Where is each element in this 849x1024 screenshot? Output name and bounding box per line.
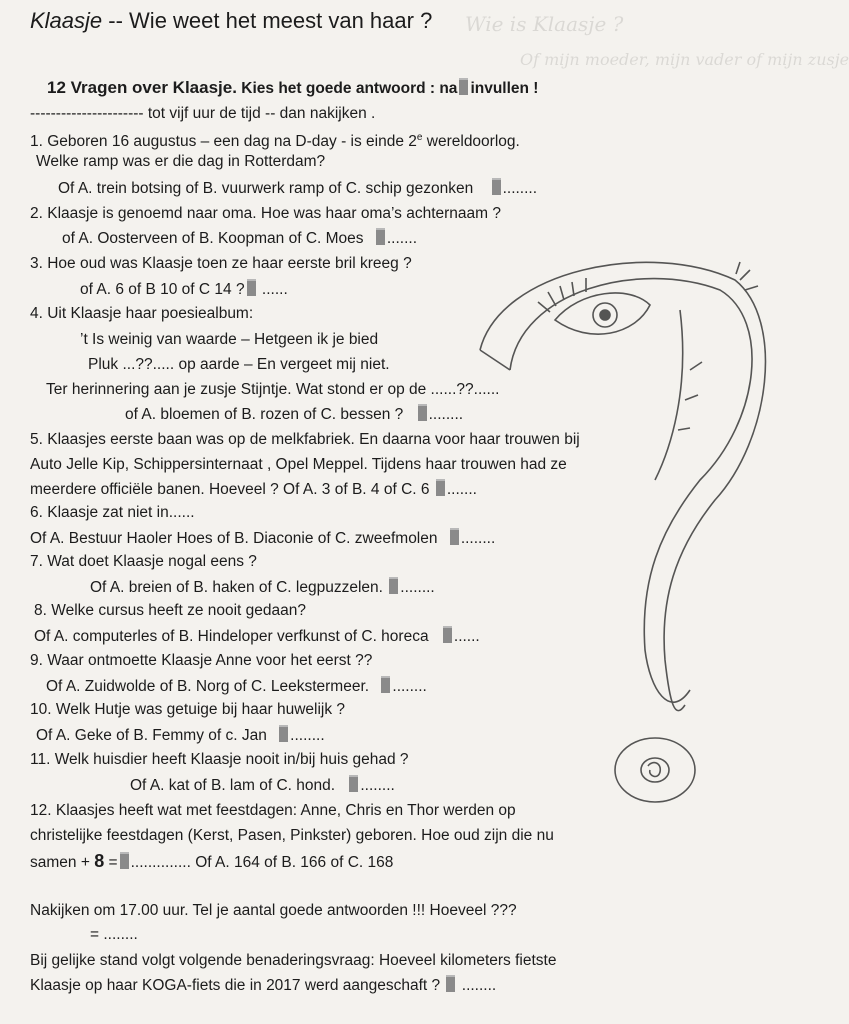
- tiebreaker-question: Bij gelijke stand volgt volgende benaderingsvraag: Hoeveel kilometers fietste: [30, 952, 557, 969]
- answer-box[interactable]: [446, 975, 455, 992]
- answer-box[interactable]: [376, 228, 385, 245]
- question-9: 9. Waar ontmoette Klaasje Anne voor het eerst ??: [30, 652, 373, 669]
- answer-box[interactable]: [492, 178, 501, 195]
- q11-options: Of A. kat of B. lam of C. hond.: [130, 777, 336, 794]
- q6-options: Of A. Bestuur Haoler Hoes of B. Diaconie of C. zweefmolen: [30, 530, 438, 547]
- q12-samen: samen +: [30, 854, 90, 871]
- tiebreaker-line-2: [30, 975, 496, 996]
- question-5-line-2: Auto Jelle Kip, Schippersinternaat , Opel Meppel. Tijdens haar trouwen had ze: [30, 456, 567, 473]
- title-text: Wie weet het meest van haar ?: [129, 8, 433, 33]
- answer-blank[interactable]: ........: [428, 406, 464, 423]
- ghost-handwriting: Of mijn moeder, mijn vader of mijn zusje: [520, 50, 849, 69]
- quiz-heading: 12 Vragen over Klaasje.: [47, 78, 237, 97]
- question-6-options: [30, 528, 495, 549]
- question-4: 4. Uit Klaasje haar poesiealbum:: [30, 305, 254, 322]
- handwritten-digit: 8: [94, 851, 105, 871]
- q8-options: Of A. computerles of B. Hindeloper verfkunst of C. horeca: [34, 628, 429, 645]
- q4-options: of A. bloemen of B. rozen of C. bessen ?: [125, 406, 404, 423]
- question-2: 2. Klaasje is genoemd naar oma. Hoe was haar oma’s achternaam ?: [30, 205, 502, 222]
- question-7-options: [90, 577, 435, 598]
- question-7: 7. Wat doet Klaasje nogal eens ?: [30, 553, 257, 570]
- question-4-options: [125, 404, 463, 425]
- q1-options: Of A. trein botsing of B. vuurwerk ramp of C. schip gezonken: [58, 180, 474, 197]
- title-name: Klaasje: [30, 8, 103, 33]
- question-10: 10. Welk Hutje was getuige bij haar huwelijk ?: [30, 701, 346, 718]
- question-1-line-2: Welke ramp was er die dag in Rotterdam?: [36, 153, 326, 170]
- question-4-line-4: Ter herinnering aan je zusje Stijntje. Wat stond er op de ......??......: [46, 381, 500, 398]
- question-9-options: [46, 676, 427, 697]
- answer-box[interactable]: [349, 775, 358, 792]
- q12-options: .............. Of A. 164 of B. 166 of C. 168: [130, 854, 394, 871]
- quiz-header: [47, 78, 538, 99]
- q5-options: meerdere officiële banen. Hoeveel ? Of A. 3 of B. 4 of C. 6: [30, 481, 430, 498]
- question-8-options: [34, 626, 480, 647]
- answer-box[interactable]: [381, 676, 390, 693]
- q10-options: Of A. Geke of B. Femmy of c. Jan: [36, 727, 267, 744]
- score-blank[interactable]: = ........: [90, 926, 138, 943]
- checkbox-icon: [459, 78, 468, 95]
- page-title: [30, 8, 432, 34]
- answer-blank[interactable]: .......: [386, 230, 418, 247]
- question-3: 3. Hoe oud was Klaasje toen ze haar eerste bril kreeg ?: [30, 255, 412, 272]
- time-instruction: ---------------------- tot vijf uur de tijd -- dan nakijken .: [30, 105, 376, 122]
- poem-line-2: Pluk ...??..... op aarde – En vergeet mij niet.: [88, 356, 390, 373]
- answer-blank[interactable]: ........: [502, 180, 538, 197]
- answer-box[interactable]: [418, 404, 427, 421]
- instruction-text-end: invullen !: [470, 80, 539, 97]
- footer-instruction: Nakijken om 17.00 uur. Tel je aantal goede antwoorden !!! Hoeveel ???: [30, 902, 517, 919]
- q1-superscript: e: [416, 132, 423, 143]
- question-1-line-1: [30, 128, 520, 152]
- q1-text-end: wereldoorlog.: [422, 133, 520, 151]
- question-1-options: [58, 178, 537, 199]
- question-8: 8. Welke cursus heeft ze nooit gedaan?: [34, 602, 306, 619]
- answer-blank[interactable]: ........: [290, 727, 325, 744]
- q1-text: 1. Geboren 16 augustus – een dag na D-day - is einde 2: [30, 133, 417, 151]
- q3-options: of A. 6 of B 10 of C 14 ?: [80, 281, 245, 298]
- question-5-line-3: [30, 479, 477, 500]
- poem-line-1: ’t Is weinig van waarde – Hetgeen ik je bied: [80, 331, 379, 348]
- answer-box[interactable]: [247, 279, 256, 296]
- q12-equals: =: [108, 854, 118, 871]
- tiebreaker-text: Klaasje op haar KOGA-fiets die in 2017 werd aangeschaft ?: [30, 977, 441, 994]
- answer-blank[interactable]: ........: [460, 530, 496, 547]
- question-10-options: [36, 725, 325, 746]
- ghost-handwriting: Wie is Klaasje ?: [465, 12, 624, 36]
- answer-box[interactable]: [389, 577, 398, 594]
- answer-blank[interactable]: .......: [446, 481, 477, 498]
- answer-blank[interactable]: ......: [261, 281, 288, 298]
- question-11: 11. Welk huisdier heeft Klaasje nooit in/bij huis gehad ?: [30, 751, 409, 768]
- title-separator: --: [102, 8, 130, 33]
- answer-box[interactable]: [450, 528, 459, 545]
- question-2-options: [62, 228, 417, 249]
- question-5-line-1: 5. Klaasjes eerste baan was op de melkfabriek. En daarna voor haar trouwen bij: [30, 431, 580, 448]
- question-3-options: [80, 279, 288, 300]
- question-12-line-2: christelijke feestdagen (Kerst, Pasen, Pinkster) geboren. Hoe oud zijn die nu: [30, 827, 554, 844]
- answer-box[interactable]: [120, 852, 129, 869]
- question-6: 6. Klaasje zat niet in......: [30, 504, 195, 521]
- answer-box[interactable]: [436, 479, 445, 496]
- q9-options: Of A. Zuidwolde of B. Norg of C. Leekstermeer.: [46, 678, 370, 695]
- question-11-options: [130, 775, 395, 796]
- instruction-text: Kies het goede antwoord : na: [241, 80, 458, 97]
- question-12-line-3: [30, 851, 393, 873]
- question-12-line-1: 12. Klaasjes heeft wat met feestdagen: Anne, Chris en Thor werden op: [30, 802, 516, 819]
- answer-blank[interactable]: ........: [360, 777, 395, 794]
- answer-blank[interactable]: ........: [461, 977, 497, 994]
- q2-options: of A. Oosterveen of B. Koopman of C. Moes: [62, 230, 364, 247]
- answer-blank[interactable]: ......: [453, 628, 480, 645]
- q7-options: Of A. breien of B. haken of C. legpuzzelen.: [90, 579, 383, 596]
- answer-blank[interactable]: ........: [392, 678, 427, 695]
- answer-box[interactable]: [443, 626, 452, 643]
- answer-blank[interactable]: ........: [400, 579, 435, 596]
- answer-box[interactable]: [279, 725, 288, 742]
